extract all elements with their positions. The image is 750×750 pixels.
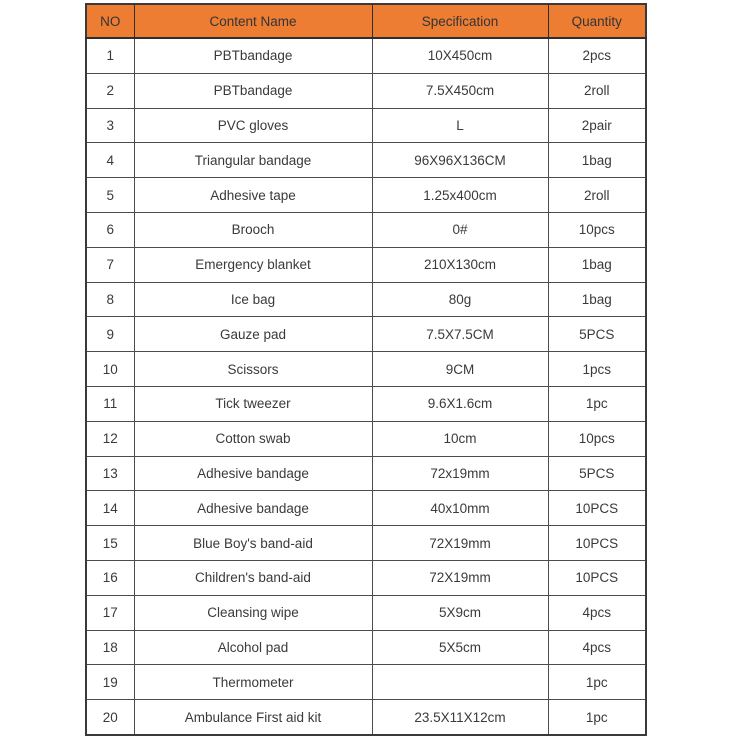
row-number-cell: 9 (86, 317, 134, 352)
content-name-cell: Cleansing wipe (134, 595, 372, 630)
specification-cell: 5X9cm (372, 595, 548, 630)
header-row (86, 4, 646, 38)
row-number-cell: 20 (86, 700, 134, 735)
content-name-cell: Brooch (134, 212, 372, 247)
content-name-cell: Ice bag (134, 282, 372, 317)
table-row (86, 38, 646, 73)
quantity-cell: 1bag (548, 247, 646, 282)
table-row (86, 665, 646, 700)
specification-cell: 72X19mm (372, 526, 548, 561)
content-name-cell: Ambulance First aid kit (134, 700, 372, 735)
table-row (86, 421, 646, 456)
content-name-cell: Gauze pad (134, 317, 372, 352)
row-number-cell: 4 (86, 143, 134, 178)
quantity-cell: 10pcs (548, 421, 646, 456)
row-number-cell: 3 (86, 108, 134, 143)
table-row (86, 700, 646, 735)
content-name-cell: Adhesive bandage (134, 456, 372, 491)
quantity-cell: 1bag (548, 143, 646, 178)
content-name-cell: Thermometer (134, 665, 372, 700)
table-body (86, 38, 646, 735)
table-row (86, 526, 646, 561)
table-row (86, 317, 646, 352)
row-number-cell: 17 (86, 595, 134, 630)
row-number-cell: 2 (86, 73, 134, 108)
specification-cell (372, 665, 548, 700)
specification-cell: 7.5X7.5CM (372, 317, 548, 352)
quantity-cell: 5PCS (548, 456, 646, 491)
table-row (86, 491, 646, 526)
content-name-cell: PBTbandage (134, 38, 372, 73)
content-name-cell: Scissors (134, 352, 372, 387)
row-number-cell: 15 (86, 526, 134, 561)
specification-cell: 40x10mm (372, 491, 548, 526)
row-number-cell: 13 (86, 456, 134, 491)
specification-cell: 0# (372, 212, 548, 247)
column-header-quantity: Quantity (548, 4, 646, 38)
table-row (86, 247, 646, 282)
content-name-cell: Adhesive tape (134, 178, 372, 213)
specification-cell: 10X450cm (372, 38, 548, 73)
specification-cell: 210X130cm (372, 247, 548, 282)
table-row (86, 108, 646, 143)
row-number-cell: 5 (86, 178, 134, 213)
specification-cell: 9CM (372, 352, 548, 387)
row-number-cell: 6 (86, 212, 134, 247)
row-number-cell: 16 (86, 560, 134, 595)
quantity-cell: 4pcs (548, 595, 646, 630)
table-row (86, 212, 646, 247)
row-number-cell: 10 (86, 352, 134, 387)
quantity-cell: 2pair (548, 108, 646, 143)
column-header-no: NO (86, 4, 134, 38)
quantity-cell: 1pc (548, 700, 646, 735)
specification-cell: 7.5X450cm (372, 73, 548, 108)
specification-cell: 80g (372, 282, 548, 317)
row-number-cell: 11 (86, 386, 134, 421)
quantity-cell: 1pc (548, 386, 646, 421)
content-name-cell: Triangular bandage (134, 143, 372, 178)
column-header-content-name: Content Name (134, 4, 372, 38)
specification-cell: L (372, 108, 548, 143)
quantity-cell: 5PCS (548, 317, 646, 352)
row-number-cell: 18 (86, 630, 134, 665)
content-name-cell: Alcohol pad (134, 630, 372, 665)
quantity-cell: 2roll (548, 178, 646, 213)
specification-cell: 23.5X11X12cm (372, 700, 548, 735)
quantity-cell: 1pc (548, 665, 646, 700)
content-name-cell: Tick tweezer (134, 386, 372, 421)
specification-cell: 72x19mm (372, 456, 548, 491)
quantity-cell: 10PCS (548, 491, 646, 526)
quantity-cell: 10PCS (548, 560, 646, 595)
table-row (86, 282, 646, 317)
table-row (86, 352, 646, 387)
table-row (86, 630, 646, 665)
quantity-cell: 10pcs (548, 212, 646, 247)
quantity-cell: 1pcs (548, 352, 646, 387)
row-number-cell: 1 (86, 38, 134, 73)
content-name-cell: Children's band-aid (134, 560, 372, 595)
row-number-cell: 14 (86, 491, 134, 526)
table-row (86, 73, 646, 108)
quantity-cell: 1bag (548, 282, 646, 317)
table-row (86, 595, 646, 630)
table-row (86, 456, 646, 491)
table-row (86, 560, 646, 595)
row-number-cell: 8 (86, 282, 134, 317)
specification-cell: 96X96X136CM (372, 143, 548, 178)
specification-cell: 5X5cm (372, 630, 548, 665)
contents-table-container (85, 3, 647, 736)
quantity-cell: 2pcs (548, 38, 646, 73)
table-row (86, 143, 646, 178)
content-name-cell: Blue Boy's band-aid (134, 526, 372, 561)
specification-cell: 10cm (372, 421, 548, 456)
column-header-specification: Specification (372, 4, 548, 38)
quantity-cell: 4pcs (548, 630, 646, 665)
content-name-cell: Adhesive bandage (134, 491, 372, 526)
specification-cell: 72X19mm (372, 560, 548, 595)
table-row (86, 178, 646, 213)
content-name-cell: Emergency blanket (134, 247, 372, 282)
content-name-cell: Cotton swab (134, 421, 372, 456)
quantity-cell: 2roll (548, 73, 646, 108)
row-number-cell: 12 (86, 421, 134, 456)
table-row (86, 386, 646, 421)
quantity-cell: 10PCS (548, 526, 646, 561)
specification-cell: 1.25x400cm (372, 178, 548, 213)
row-number-cell: 19 (86, 665, 134, 700)
content-name-cell: PVC gloves (134, 108, 372, 143)
content-name-cell: PBTbandage (134, 73, 372, 108)
first-aid-kit-contents-table (85, 3, 647, 736)
specification-cell: 9.6X1.6cm (372, 386, 548, 421)
row-number-cell: 7 (86, 247, 134, 282)
